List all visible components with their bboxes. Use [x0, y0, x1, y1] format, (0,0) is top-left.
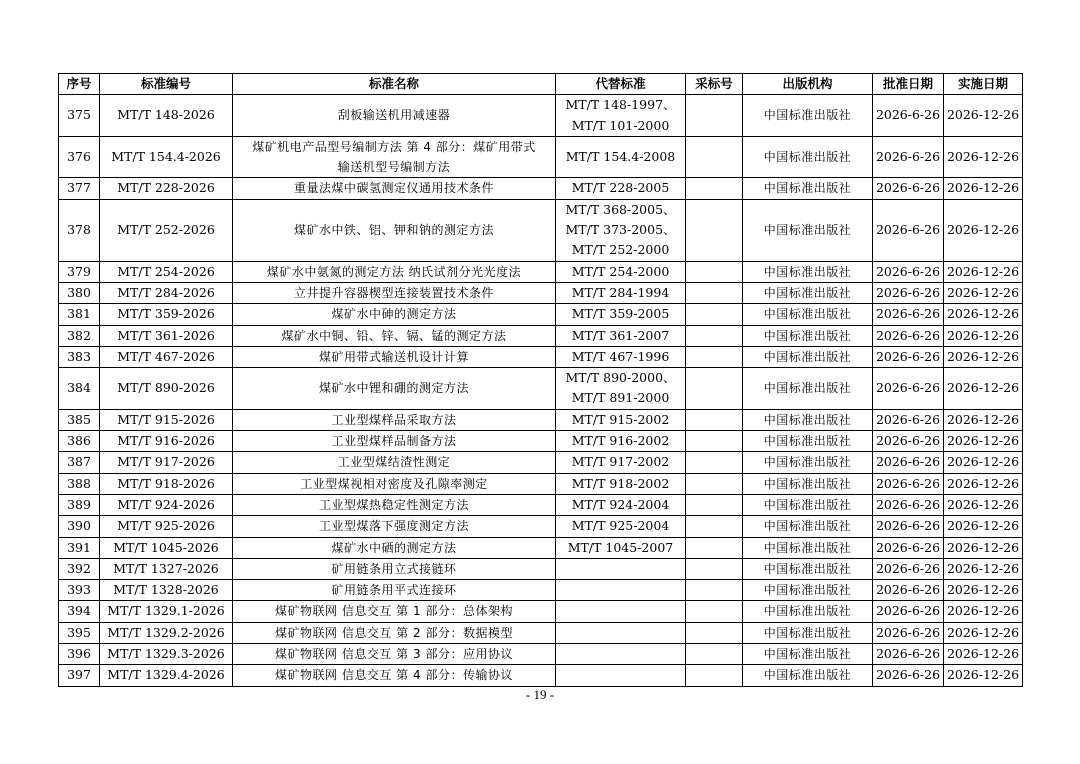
cell-name	[233, 409, 556, 430]
cell-replaced-line: MT/T 918-2002	[571, 475, 670, 491]
cell-replaced-line: MT/T 252-2000	[571, 242, 670, 258]
cell-adopted	[686, 199, 743, 261]
cell-name	[233, 346, 556, 367]
cell-name-line: 工业型煤视相对密度及孔隙率测定	[300, 476, 488, 491]
cell-effective-date: 2026-12-26	[944, 580, 1023, 601]
cell-publisher: 中国标准出版社	[743, 409, 873, 430]
table-row	[59, 409, 1023, 430]
table-row	[59, 304, 1023, 325]
cell-name-line: 矿用链条用平式连接环	[331, 583, 457, 598]
cell-replaced	[556, 325, 686, 346]
table-row	[59, 136, 1023, 178]
cell-effective-date: 2026-12-26	[944, 199, 1023, 261]
cell-effective-date: 2026-12-26	[944, 136, 1023, 178]
header-approve-date: 批准日期	[873, 74, 944, 95]
cell-code: MT/T 917-2026	[100, 452, 233, 473]
cell-approve-date: 2026-6-26	[873, 537, 944, 558]
cell-publisher: 中国标准出版社	[743, 368, 873, 410]
cell-replaced-line: MT/T 925-2004	[571, 518, 670, 534]
cell-replaced-line: MT/T 467-1996	[571, 348, 670, 364]
cell-seq: 385	[59, 409, 100, 430]
cell-adopted	[686, 282, 743, 303]
cell-effective-date: 2026-12-26	[944, 95, 1023, 137]
cell-replaced-line: MT/T 1045-2007	[567, 539, 674, 555]
cell-replaced	[556, 473, 686, 494]
cell-replaced	[556, 304, 686, 325]
cell-name	[233, 261, 556, 282]
cell-name	[233, 452, 556, 473]
cell-adopted	[686, 537, 743, 558]
cell-seq: 375	[59, 95, 100, 137]
cell-publisher: 中国标准出版社	[743, 199, 873, 261]
cell-name-line: 煤矿水中锂和硼的测定方法	[318, 381, 469, 396]
cell-replaced	[556, 558, 686, 579]
cell-approve-date: 2026-6-26	[873, 665, 944, 686]
cell-approve-date: 2026-6-26	[873, 494, 944, 515]
cell-approve-date: 2026-6-26	[873, 304, 944, 325]
cell-adopted	[686, 601, 743, 622]
cell-adopted	[686, 304, 743, 325]
cell-seq: 389	[59, 494, 100, 515]
cell-effective-date: 2026-12-26	[944, 304, 1023, 325]
cell-adopted	[686, 431, 743, 452]
cell-effective-date: 2026-12-26	[944, 644, 1023, 665]
cell-effective-date: 2026-12-26	[944, 409, 1023, 430]
cell-code: MT/T 154.4-2026	[100, 136, 233, 178]
cell-replaced-line: MT/T 154.4-2008	[565, 149, 676, 165]
cell-adopted	[686, 516, 743, 537]
cell-adopted	[686, 325, 743, 346]
page-number: - 19 -	[525, 687, 555, 702]
cell-adopted	[686, 261, 743, 282]
cell-approve-date: 2026-6-26	[873, 346, 944, 367]
cell-name	[233, 622, 556, 643]
cell-seq: 386	[59, 431, 100, 452]
cell-replaced-line: MT/T 890-2000、	[565, 370, 676, 386]
table-row	[59, 431, 1023, 452]
cell-code: MT/T 915-2026	[100, 409, 233, 430]
cell-code: MT/T 1327-2026	[100, 558, 233, 579]
cell-approve-date: 2026-6-26	[873, 558, 944, 579]
table-row	[59, 282, 1023, 303]
cell-approve-date: 2026-6-26	[873, 178, 944, 199]
cell-seq: 397	[59, 665, 100, 686]
cell-approve-date: 2026-6-26	[873, 409, 944, 430]
cell-code: MT/T 254-2026	[100, 261, 233, 282]
cell-name	[233, 325, 556, 346]
cell-replaced-line: MT/T 148-1997、	[565, 97, 676, 113]
cell-publisher: 中国标准出版社	[743, 580, 873, 601]
cell-replaced-line: MT/T 284-1994	[571, 284, 670, 300]
cell-code: MT/T 1328-2026	[100, 580, 233, 601]
cell-name	[233, 644, 556, 665]
cell-seq: 376	[59, 136, 100, 178]
header-effective-date: 实施日期	[944, 74, 1023, 95]
cell-approve-date: 2026-6-26	[873, 580, 944, 601]
header-name: 标准名称	[233, 74, 556, 95]
cell-approve-date: 2026-6-26	[873, 601, 944, 622]
cell-approve-date: 2026-6-26	[873, 261, 944, 282]
cell-seq: 381	[59, 304, 100, 325]
cell-effective-date: 2026-12-26	[944, 346, 1023, 367]
cell-approve-date: 2026-6-26	[873, 136, 944, 178]
table-row	[59, 368, 1023, 410]
cell-code: MT/T 359-2026	[100, 304, 233, 325]
cell-publisher: 中国标准出版社	[743, 516, 873, 537]
cell-effective-date: 2026-12-26	[944, 431, 1023, 452]
cell-replaced	[556, 516, 686, 537]
cell-name-line: 工业型煤样品制备方法	[331, 434, 457, 449]
cell-seq: 384	[59, 368, 100, 410]
table-row	[59, 622, 1023, 643]
cell-seq: 380	[59, 282, 100, 303]
cell-code: MT/T 1329.2-2026	[100, 622, 233, 643]
cell-seq: 387	[59, 452, 100, 473]
cell-publisher: 中国标准出版社	[743, 95, 873, 137]
cell-effective-date: 2026-12-26	[944, 452, 1023, 473]
cell-adopted	[686, 409, 743, 430]
cell-name	[233, 431, 556, 452]
cell-seq: 379	[59, 261, 100, 282]
cell-adopted	[686, 346, 743, 367]
cell-publisher: 中国标准出版社	[743, 494, 873, 515]
cell-replaced-line: MT/T 924-2004	[571, 496, 670, 512]
cell-publisher: 中国标准出版社	[743, 325, 873, 346]
cell-name-line: 煤矿物联网 信息交互 第 2 部分：数据模型	[275, 625, 513, 640]
cell-replaced	[556, 261, 686, 282]
cell-seq: 382	[59, 325, 100, 346]
table-row	[59, 261, 1023, 282]
cell-publisher: 中国标准出版社	[743, 282, 873, 303]
cell-code: MT/T 918-2026	[100, 473, 233, 494]
cell-seq: 388	[59, 473, 100, 494]
cell-approve-date: 2026-6-26	[873, 473, 944, 494]
cell-name-line: 煤矿水中铁、铝、钾和钠的测定方法	[293, 223, 494, 238]
cell-approve-date: 2026-6-26	[873, 516, 944, 537]
cell-approve-date: 2026-6-26	[873, 452, 944, 473]
cell-name	[233, 580, 556, 601]
cell-seq: 378	[59, 199, 100, 261]
table-row	[59, 537, 1023, 558]
cell-publisher: 中国标准出版社	[743, 644, 873, 665]
cell-publisher: 中国标准出版社	[743, 473, 873, 494]
cell-name-line: 煤矿物联网 信息交互 第 3 部分：应用协议	[275, 647, 513, 662]
cell-code: MT/T 1045-2026	[100, 537, 233, 558]
cell-adopted	[686, 644, 743, 665]
cell-publisher: 中国标准出版社	[743, 304, 873, 325]
cell-effective-date: 2026-12-26	[944, 516, 1023, 537]
cell-effective-date: 2026-12-26	[944, 665, 1023, 686]
cell-replaced	[556, 622, 686, 643]
cell-name	[233, 665, 556, 686]
cell-replaced	[556, 136, 686, 178]
cell-name-line: 立井提升容器楔型连接装置技术条件	[293, 285, 494, 300]
table-row	[59, 178, 1023, 199]
header-code: 标准编号	[100, 74, 233, 95]
cell-approve-date: 2026-6-26	[873, 282, 944, 303]
cell-approve-date: 2026-6-26	[873, 622, 944, 643]
table-row	[59, 644, 1023, 665]
table-body	[59, 95, 1023, 686]
header-seq: 序号	[59, 74, 100, 95]
cell-name	[233, 494, 556, 515]
table-row	[59, 601, 1023, 622]
cell-name	[233, 558, 556, 579]
cell-code: MT/T 252-2026	[100, 199, 233, 261]
cell-name-line: 煤矿物联网 信息交互 第 1 部分：总体架构	[275, 604, 513, 619]
table-row	[59, 95, 1023, 137]
cell-publisher: 中国标准出版社	[743, 261, 873, 282]
cell-name-line: 工业型煤结渣性测定	[337, 455, 451, 470]
cell-adopted	[686, 368, 743, 410]
cell-effective-date: 2026-12-26	[944, 622, 1023, 643]
cell-publisher: 中国标准出版社	[743, 665, 873, 686]
cell-code: MT/T 467-2026	[100, 346, 233, 367]
table-row	[59, 665, 1023, 686]
cell-seq: 391	[59, 537, 100, 558]
cell-name-line: 煤矿水中硒的测定方法	[331, 540, 457, 555]
cell-name	[233, 136, 556, 178]
cell-adopted	[686, 665, 743, 686]
cell-effective-date: 2026-12-26	[944, 537, 1023, 558]
cell-replaced	[556, 178, 686, 199]
table-row	[59, 494, 1023, 515]
cell-adopted	[686, 95, 743, 137]
cell-approve-date: 2026-6-26	[873, 325, 944, 346]
cell-replaced	[556, 95, 686, 137]
cell-seq: 392	[59, 558, 100, 579]
cell-publisher: 中国标准出版社	[743, 452, 873, 473]
cell-replaced	[556, 346, 686, 367]
table-row	[59, 452, 1023, 473]
cell-name-line: 重量法煤中碳氢测定仪通用技术条件	[293, 181, 494, 196]
cell-name	[233, 304, 556, 325]
cell-adopted	[686, 558, 743, 579]
cell-seq: 377	[59, 178, 100, 199]
cell-replaced-line: MT/T 891-2000	[571, 390, 670, 406]
cell-name	[233, 473, 556, 494]
cell-approve-date: 2026-6-26	[873, 95, 944, 137]
cell-replaced-line: MT/T 101-2000	[571, 117, 670, 133]
cell-code: MT/T 890-2026	[100, 368, 233, 410]
cell-code: MT/T 228-2026	[100, 178, 233, 199]
cell-approve-date: 2026-6-26	[873, 199, 944, 261]
table-row	[59, 346, 1023, 367]
cell-adopted	[686, 473, 743, 494]
cell-name	[233, 178, 556, 199]
cell-publisher: 中国标准出版社	[743, 136, 873, 178]
cell-replaced-line: MT/T 916-2002	[571, 433, 670, 449]
table-header-row	[59, 74, 1023, 95]
cell-name	[233, 516, 556, 537]
cell-effective-date: 2026-12-26	[944, 368, 1023, 410]
cell-code: MT/T 1329.1-2026	[100, 601, 233, 622]
cell-publisher: 中国标准出版社	[743, 178, 873, 199]
cell-approve-date: 2026-6-26	[873, 644, 944, 665]
cell-name-line: 工业型煤热稳定性测定方法	[318, 497, 469, 512]
cell-name-line: 煤矿水中砷的测定方法	[331, 307, 457, 322]
cell-replaced-line: MT/T 373-2005、	[565, 222, 676, 238]
cell-seq: 393	[59, 580, 100, 601]
cell-effective-date: 2026-12-26	[944, 178, 1023, 199]
table-row	[59, 516, 1023, 537]
cell-seq: 390	[59, 516, 100, 537]
cell-code: MT/T 361-2026	[100, 325, 233, 346]
header-adopted: 采标号	[686, 74, 743, 95]
cell-effective-date: 2026-12-26	[944, 473, 1023, 494]
cell-approve-date: 2026-6-26	[873, 368, 944, 410]
cell-adopted	[686, 452, 743, 473]
cell-adopted	[686, 622, 743, 643]
cell-name-line: 煤矿水中铜、铅、锌、镉、锰的测定方法	[281, 328, 507, 343]
cell-seq: 395	[59, 622, 100, 643]
cell-replaced	[556, 601, 686, 622]
cell-replaced	[556, 644, 686, 665]
cell-seq: 396	[59, 644, 100, 665]
cell-replaced	[556, 368, 686, 410]
cell-name-line: 煤矿水中氨氮的测定方法 纳氏试剂分光光度法	[266, 264, 522, 279]
cell-replaced	[556, 452, 686, 473]
cell-name	[233, 368, 556, 410]
cell-replaced-line: MT/T 915-2002	[571, 411, 670, 427]
cell-replaced-line: MT/T 368-2005、	[565, 201, 676, 217]
cell-effective-date: 2026-12-26	[944, 261, 1023, 282]
cell-name-line: 煤矿用带式输送机设计计算	[318, 349, 469, 364]
cell-code: MT/T 1329.4-2026	[100, 665, 233, 686]
cell-code: MT/T 924-2026	[100, 494, 233, 515]
cell-code: MT/T 916-2026	[100, 431, 233, 452]
cell-name	[233, 537, 556, 558]
cell-replaced-line: MT/T 254-2000	[571, 263, 670, 279]
cell-name	[233, 601, 556, 622]
cell-code: MT/T 925-2026	[100, 516, 233, 537]
cell-code: MT/T 284-2026	[100, 282, 233, 303]
table-row	[59, 558, 1023, 579]
cell-replaced-line: MT/T 359-2005	[571, 306, 670, 322]
cell-code: MT/T 148-2026	[100, 95, 233, 137]
cell-name-line: 工业型煤样品采取方法	[331, 412, 457, 427]
cell-name-line: 工业型煤落下强度测定方法	[318, 519, 469, 534]
cell-publisher: 中国标准出版社	[743, 558, 873, 579]
header-publisher: 出版机构	[743, 74, 873, 95]
cell-replaced-line: MT/T 361-2007	[571, 327, 670, 343]
table-row	[59, 199, 1023, 261]
cell-name-line: 输送机型号编制方法	[337, 160, 451, 175]
header-replaced: 代替标准	[556, 74, 686, 95]
cell-adopted	[686, 580, 743, 601]
cell-adopted	[686, 136, 743, 178]
table-row	[59, 325, 1023, 346]
cell-replaced	[556, 580, 686, 601]
cell-seq: 383	[59, 346, 100, 367]
cell-publisher: 中国标准出版社	[743, 622, 873, 643]
cell-effective-date: 2026-12-26	[944, 282, 1023, 303]
cell-name-line: 刮板输送机用减速器	[337, 108, 451, 123]
cell-name-line: 煤矿机电产品型号编制方法 第 4 部分：煤矿用带式	[252, 139, 536, 154]
cell-replaced-line: MT/T 917-2002	[571, 454, 670, 470]
table-row	[59, 473, 1023, 494]
cell-replaced	[556, 409, 686, 430]
cell-effective-date: 2026-12-26	[944, 558, 1023, 579]
cell-code: MT/T 1329.3-2026	[100, 644, 233, 665]
cell-publisher: 中国标准出版社	[743, 601, 873, 622]
cell-replaced	[556, 199, 686, 261]
cell-adopted	[686, 178, 743, 199]
cell-name	[233, 282, 556, 303]
cell-name-line: 煤矿物联网 信息交互 第 4 部分：传输协议	[275, 668, 513, 683]
cell-replaced	[556, 494, 686, 515]
cell-publisher: 中国标准出版社	[743, 431, 873, 452]
table-row	[59, 580, 1023, 601]
cell-name	[233, 95, 556, 137]
cell-approve-date: 2026-6-26	[873, 431, 944, 452]
cell-name	[233, 199, 556, 261]
cell-replaced	[556, 537, 686, 558]
cell-name-line: 矿用链条用立式接链环	[331, 561, 457, 576]
cell-replaced-line: MT/T 228-2005	[571, 180, 670, 196]
cell-seq: 394	[59, 601, 100, 622]
cell-effective-date: 2026-12-26	[944, 494, 1023, 515]
cell-publisher: 中国标准出版社	[743, 346, 873, 367]
cell-replaced	[556, 665, 686, 686]
cell-effective-date: 2026-12-26	[944, 325, 1023, 346]
cell-publisher: 中国标准出版社	[743, 537, 873, 558]
cell-replaced	[556, 282, 686, 303]
standards-table	[58, 73, 1023, 687]
cell-adopted	[686, 494, 743, 515]
cell-replaced	[556, 431, 686, 452]
cell-effective-date: 2026-12-26	[944, 601, 1023, 622]
